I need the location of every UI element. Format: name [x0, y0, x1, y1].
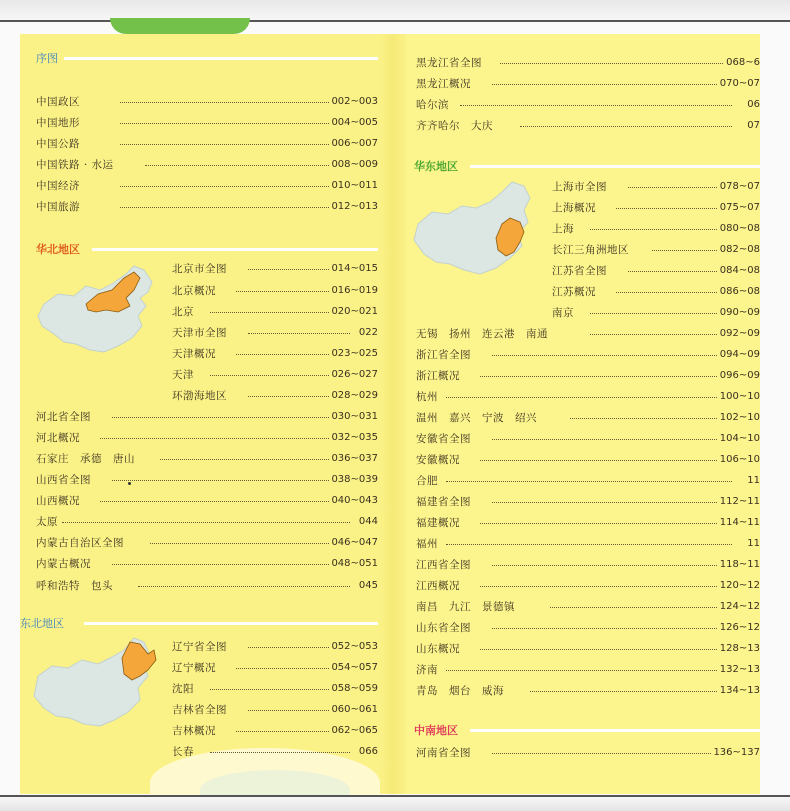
toc-leader-dots — [480, 523, 717, 524]
toc-leader-dots — [120, 186, 329, 187]
toc-leader-dots — [550, 607, 717, 608]
toc-leader-dots — [210, 375, 329, 376]
toc-entry — [172, 659, 378, 677]
toc-entry-pages: 045 — [358, 580, 378, 591]
toc-entry — [36, 156, 378, 174]
toc-leader-dots — [236, 731, 329, 732]
toc-entry-pages: 036~037 — [331, 453, 378, 464]
toc-entry-pages: 026~027 — [331, 369, 378, 380]
toc-entry-title: 石家庄 承德 唐山 — [36, 453, 135, 465]
toc-entry — [36, 135, 378, 153]
toc-entry-title: 合肥 — [416, 475, 438, 487]
toc-entry — [416, 598, 760, 616]
toc-entry-pages: 078~07 — [719, 181, 760, 192]
toc-leader-dots — [520, 126, 732, 127]
toc-entry-title: 中国铁路 · 水运 — [36, 159, 114, 171]
toc-entry-pages: 100~10 — [719, 391, 760, 402]
toc-entry-pages: 124~12 — [719, 601, 760, 612]
toc-entry-pages: 012~013 — [331, 201, 378, 212]
toc-entry — [172, 387, 378, 405]
section-label: 序图 — [36, 51, 62, 67]
toc-entry-pages: 028~029 — [331, 390, 378, 401]
toc-entry-pages: 094~09 — [719, 349, 760, 360]
toc-leader-dots — [145, 165, 329, 166]
toc-entry — [416, 493, 760, 511]
toc-entry-pages: 120~12 — [719, 580, 760, 591]
toc-entry-title: 河南省全图 — [416, 747, 471, 759]
toc-entry — [36, 93, 378, 111]
toc-leader-dots — [492, 565, 717, 566]
toc-entry — [416, 744, 760, 762]
toc-entry-title: 南昌 九江 景德镇 — [416, 601, 515, 613]
toc-entry-title: 山西省全图 — [36, 474, 91, 486]
toc-leader-dots — [530, 691, 717, 692]
toc-entry-title: 杭州 — [416, 391, 438, 403]
toc-leader-dots — [210, 752, 350, 753]
toc-leader-dots — [616, 292, 717, 293]
toc-entry — [552, 283, 760, 301]
toc-entry-pages: 008~009 — [331, 159, 378, 170]
toc-entry-title: 无锡 扬州 连云港 南通 — [416, 328, 548, 340]
toc-entry — [416, 577, 760, 595]
toc-entry-title: 青岛 烟台 威海 — [416, 685, 504, 697]
toc-entry — [36, 492, 378, 510]
toc-entry — [416, 117, 760, 135]
toc-entry-title: 辽宁省全图 — [172, 641, 227, 653]
toc-entry-title: 上海概况 — [552, 202, 596, 214]
toc-entry-pages: 07 — [747, 120, 760, 131]
toc-leader-dots — [120, 102, 329, 103]
north-region-map — [34, 264, 160, 356]
toc-entry — [172, 743, 378, 761]
toc-entry — [36, 577, 378, 595]
toc-leader-dots — [236, 668, 329, 669]
toc-leader-dots — [628, 187, 717, 188]
toc-entry-pages: 062~065 — [331, 725, 378, 736]
toc-entry — [172, 303, 378, 321]
toc-entry — [172, 366, 378, 384]
toc-entry — [552, 241, 760, 259]
section-preface — [36, 51, 378, 67]
toc-leader-dots — [210, 689, 329, 690]
toc-entry-title: 黑龙江省全图 — [416, 57, 482, 69]
page-fold — [380, 34, 406, 794]
toc-entry-title: 黑龙江概况 — [416, 78, 471, 90]
toc-entry-title: 浙江概况 — [416, 370, 460, 382]
toc-entry — [416, 682, 760, 700]
toc-entry-title: 浙江省全图 — [416, 349, 471, 361]
toc-leader-dots — [480, 649, 717, 650]
toc-entry-pages: 128~13 — [719, 643, 760, 654]
toc-leader-dots — [480, 460, 717, 461]
toc-entry-pages: 090~09 — [719, 307, 760, 318]
toc-leader-dots — [628, 271, 717, 272]
toc-entry — [172, 345, 378, 363]
toc-leader-dots — [446, 670, 717, 671]
toc-entry — [416, 535, 760, 553]
toc-entry — [36, 177, 378, 195]
toc-entry-title: 中国公路 — [36, 138, 80, 150]
toc-leader-dots — [112, 417, 329, 418]
toc-entry-pages: 004~005 — [331, 117, 378, 128]
toc-entry-title: 南京 — [552, 307, 574, 319]
toc-entry-pages: 006~007 — [331, 138, 378, 149]
toc-entry-pages: 102~10 — [719, 412, 760, 423]
toc-entry-title: 呼和浩特 包头 — [36, 580, 113, 592]
toc-entry-pages: 048~051 — [331, 558, 378, 569]
toc-entry — [416, 409, 760, 427]
toc-entry — [416, 640, 760, 658]
section-north — [36, 242, 378, 258]
toc-entry-pages: 030~031 — [331, 411, 378, 422]
toc-leader-dots — [100, 438, 329, 439]
toc-entry-pages: 132~13 — [719, 664, 760, 675]
toc-entry-title: 太原 — [36, 516, 58, 528]
toc-entry — [172, 638, 378, 656]
section-label: 华北地区 — [36, 242, 84, 258]
section-rule — [64, 57, 378, 60]
toc-entry — [36, 198, 378, 216]
toc-entry — [172, 722, 378, 740]
toc-leader-dots — [492, 84, 717, 85]
toc-entry-title: 福建省全图 — [416, 496, 471, 508]
toc-leader-dots — [120, 123, 329, 124]
toc-leader-dots — [62, 522, 350, 523]
toc-entry-title: 济南 — [416, 664, 438, 676]
toc-entry-pages: 014~015 — [331, 263, 378, 274]
toc-leader-dots — [248, 396, 329, 397]
toc-entry-pages: 060~061 — [331, 704, 378, 715]
toc-entry-pages: 002~003 — [331, 96, 378, 107]
toc-entry-title: 山西概况 — [36, 495, 80, 507]
toc-entry — [36, 408, 378, 426]
toc-entry-title: 江苏省全图 — [552, 265, 607, 277]
toc-entry-title: 福建概况 — [416, 517, 460, 529]
toc-entry-pages: 058~059 — [331, 683, 378, 694]
toc-entry — [36, 555, 378, 573]
toc-entry-pages: 068~6 — [726, 57, 760, 68]
toc-leader-dots — [590, 334, 717, 335]
toc-leader-dots — [570, 418, 717, 419]
toc-leader-dots — [492, 753, 711, 754]
toc-entry-title: 中国旅游 — [36, 201, 80, 213]
section-central-south — [414, 723, 760, 739]
toc-entry-title: 山东省全图 — [416, 622, 471, 634]
toc-leader-dots — [100, 501, 329, 502]
toc-entry-pages: 016~019 — [331, 285, 378, 296]
toc-entry-pages: 136~137 — [713, 747, 760, 758]
toc-entry — [416, 619, 760, 637]
toc-leader-dots — [590, 313, 717, 314]
toc-leader-dots — [210, 312, 329, 313]
toc-entry — [552, 304, 760, 322]
toc-leader-dots — [236, 354, 329, 355]
toc-leader-dots — [500, 63, 723, 64]
toc-entry — [36, 534, 378, 552]
toc-entry-pages: 086~08 — [719, 286, 760, 297]
toc-leader-dots — [120, 144, 329, 145]
toc-leader-dots — [112, 564, 329, 565]
toc-entry-title: 辽宁概况 — [172, 662, 216, 674]
toc-entry-pages: 114~11 — [719, 517, 760, 528]
toc-entry — [552, 199, 760, 217]
toc-leader-dots — [446, 397, 717, 398]
section-label: 东北地区 — [20, 616, 68, 632]
toc-entry-pages: 082~08 — [719, 244, 760, 255]
toc-leader-dots — [616, 208, 717, 209]
section-rule — [84, 622, 378, 625]
toc-entry — [416, 96, 760, 114]
toc-entry-pages: 032~035 — [331, 432, 378, 443]
northeast-china-highlight — [122, 642, 156, 680]
toc-leader-dots — [248, 647, 329, 648]
toc-leader-dots — [492, 355, 717, 356]
toc-entry-title: 北京 — [172, 306, 194, 318]
toc-entry-title: 中国经济 — [36, 180, 80, 192]
toc-entry-title: 天津概况 — [172, 348, 216, 360]
toc-entry-title: 上海市全图 — [552, 181, 607, 193]
toc-entry — [416, 451, 760, 469]
toc-entry — [416, 346, 760, 364]
toc-entry-title: 长春 — [172, 746, 194, 758]
section-rule — [470, 165, 760, 168]
toc-entry-title: 北京市全图 — [172, 263, 227, 275]
toc-entry-title: 中国政区 — [36, 96, 80, 108]
toc-entry-title: 长江三角洲地区 — [552, 244, 629, 256]
toc-entry-title: 中国地形 — [36, 117, 80, 129]
toc-entry-title: 天津市全图 — [172, 327, 227, 339]
toc-entry — [416, 54, 760, 72]
section-rule — [92, 248, 378, 251]
toc-entry-pages: 052~053 — [331, 641, 378, 652]
toc-leader-dots — [446, 544, 732, 545]
toc-entry — [416, 325, 760, 343]
toc-entry-pages: 092~09 — [719, 328, 760, 339]
toc-entry-pages: 046~047 — [331, 537, 378, 548]
toc-entry — [172, 324, 378, 342]
toc-entry-title: 内蒙古自治区全图 — [36, 537, 124, 549]
toc-entry-pages: 022 — [358, 327, 378, 338]
toc-entry-title: 环渤海地区 — [172, 390, 227, 402]
toc-entry-title: 内蒙古概况 — [36, 558, 91, 570]
toc-entry-pages: 040~043 — [331, 495, 378, 506]
toc-entry-pages: 112~11 — [719, 496, 760, 507]
toc-entry-title: 上海 — [552, 223, 574, 235]
section-rule — [470, 729, 760, 732]
toc-entry-pages: 080~08 — [719, 223, 760, 234]
toc-leader-dots — [236, 291, 329, 292]
toc-leader-dots — [652, 250, 717, 251]
toc-leader-dots — [460, 105, 732, 106]
toc-entry — [416, 367, 760, 385]
toc-entry-pages: 070~07 — [719, 78, 760, 89]
toc-leader-dots — [160, 459, 329, 460]
toc-entry-pages: 126~12 — [719, 622, 760, 633]
toc-entry-title: 吉林省全图 — [172, 704, 227, 716]
toc-leader-dots — [590, 229, 717, 230]
toc-entry — [36, 450, 378, 468]
toc-leader-dots — [248, 710, 329, 711]
toc-entry — [36, 471, 378, 489]
toc-entry — [416, 388, 760, 406]
bottom-edge — [0, 795, 790, 811]
green-decoration — [110, 18, 250, 34]
toc-entry-title: 山东概况 — [416, 643, 460, 655]
toc-entry — [552, 220, 760, 238]
toc-entry — [416, 472, 760, 490]
toc-entry-pages: 010~011 — [331, 180, 378, 191]
toc-entry-pages: 134~13 — [719, 685, 760, 696]
section-label: 华东地区 — [414, 159, 462, 175]
toc-leader-dots — [480, 376, 717, 377]
toc-entry-pages: 06 — [747, 99, 760, 110]
toc-entry — [36, 429, 378, 447]
section-east — [414, 159, 760, 175]
toc-leader-dots — [150, 543, 329, 544]
toc-entry — [416, 430, 760, 448]
toc-entry — [416, 75, 760, 93]
toc-entry-pages: 066 — [358, 746, 378, 757]
toc-entry — [172, 282, 378, 300]
toc-leader-dots — [248, 333, 350, 334]
toc-leader-dots — [248, 269, 329, 270]
toc-entry — [552, 178, 760, 196]
toc-entry — [172, 260, 378, 278]
toc-entry-title: 安徽省全图 — [416, 433, 471, 445]
toc-entry-pages: 106~10 — [719, 454, 760, 465]
toc-entry — [36, 114, 378, 132]
toc-entry-pages: 023~025 — [331, 348, 378, 359]
toc-entry-title: 齐齐哈尔 大庆 — [416, 120, 493, 132]
toc-entry-pages: 038~039 — [331, 474, 378, 485]
toc-entry-title: 江西概况 — [416, 580, 460, 592]
toc-entry — [416, 514, 760, 532]
toc-entry-pages: 104~10 — [719, 433, 760, 444]
toc-entry-pages: 075~07 — [719, 202, 760, 213]
toc-entry-title: 吉林概况 — [172, 725, 216, 737]
toc-entry-title: 安徽概况 — [416, 454, 460, 466]
toc-entry-title: 福州 — [416, 538, 438, 550]
toc-leader-dots — [492, 439, 717, 440]
toc-entry-title: 江西省全图 — [416, 559, 471, 571]
toc-entry-title: 天津 — [172, 369, 194, 381]
toc-entry — [552, 262, 760, 280]
toc-entry-pages: 044 — [358, 516, 378, 527]
toc-leader-dots — [138, 586, 350, 587]
toc-leader-dots — [112, 480, 329, 481]
toc-entry — [172, 701, 378, 719]
toc-entry-title: 温州 嘉兴 宁波 绍兴 — [416, 412, 537, 424]
toc-entry — [416, 661, 760, 679]
toc-entry-pages: 096~09 — [719, 370, 760, 381]
toc-entry-pages: 11 — [747, 475, 760, 486]
toc-entry-title: 沈阳 — [172, 683, 194, 695]
toc-entry-title: 哈尔滨 — [416, 99, 449, 111]
toc-entry — [36, 513, 378, 531]
east-region-map — [410, 178, 544, 278]
section-label: 中南地区 — [414, 723, 462, 739]
toc-entry-pages: 118~11 — [719, 559, 760, 570]
toc-leader-dots — [492, 502, 717, 503]
toc-leader-dots — [480, 586, 717, 587]
toc-leader-dots — [446, 481, 732, 482]
toc-entry-title: 江苏概况 — [552, 286, 596, 298]
toc-entry — [416, 556, 760, 574]
toc-entry-title: 北京概况 — [172, 285, 216, 297]
toc-entry-title: 河北概况 — [36, 432, 80, 444]
toc-leader-dots — [120, 207, 329, 208]
toc-entry-pages: 054~057 — [331, 662, 378, 673]
toc-entry-pages: 020~021 — [331, 306, 378, 317]
northeast-region-map — [30, 630, 160, 730]
toc-entry — [172, 680, 378, 698]
toc-leader-dots — [492, 628, 717, 629]
toc-entry-title: 河北省全图 — [36, 411, 91, 423]
toc-entry-pages: 11 — [747, 538, 760, 549]
toc-entry-pages: 084~08 — [719, 265, 760, 276]
